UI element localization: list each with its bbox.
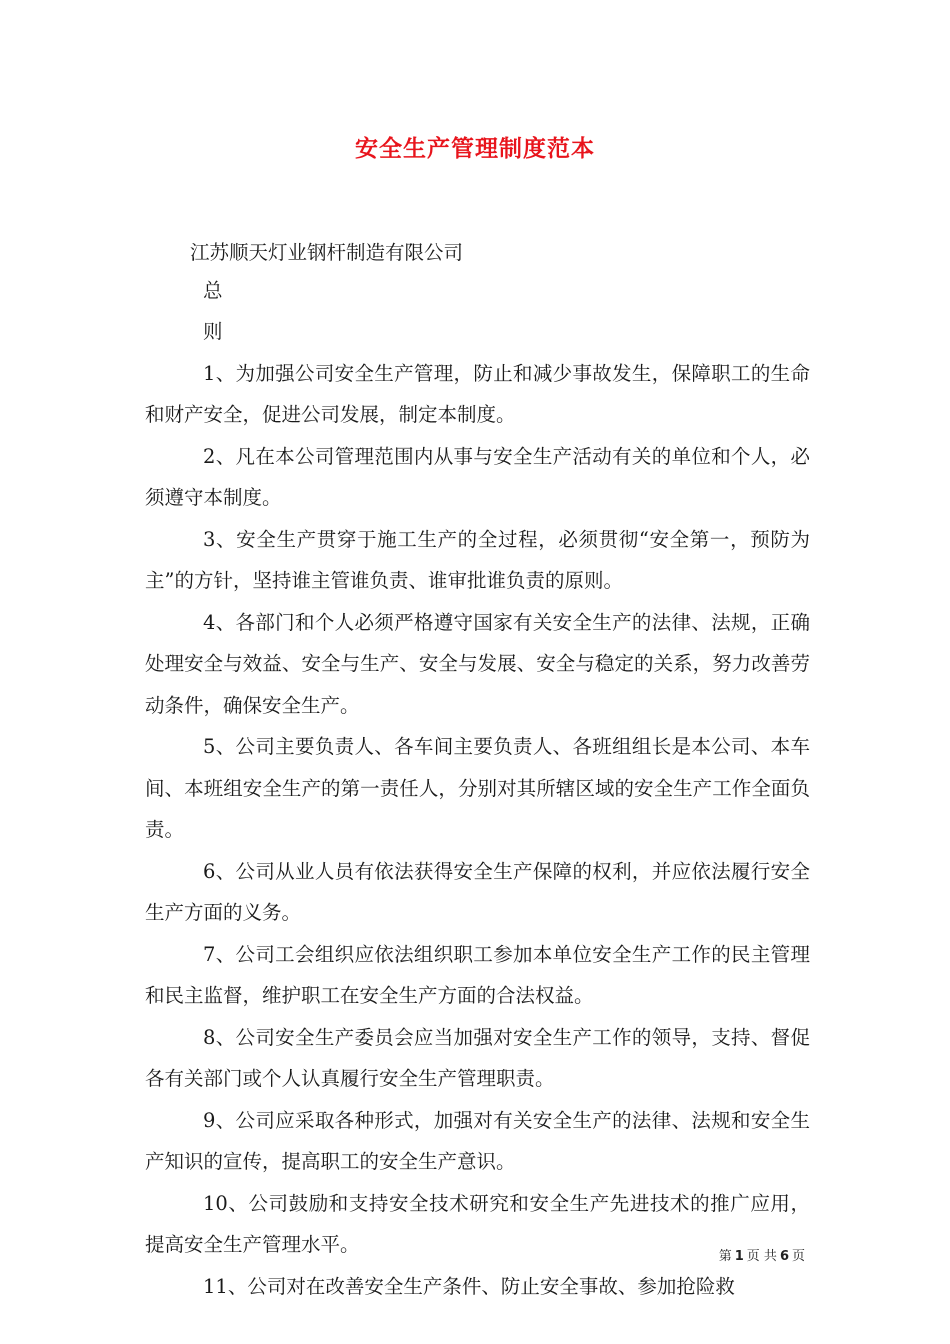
paragraph-8: 8、公司安全生产委员会应当加强对安全生产工作的领导，支持、督促各有关部门或个人认真履行安全生产管理职责。 [145, 1025, 810, 1090]
section-heading-char-2: 则 [203, 320, 223, 343]
page-prefix: 第 [718, 1249, 732, 1264]
paragraph-4: 4、各部门和个人必须严格遵守国家有关安全生产的法律、法规，正确处理安全与效益、安全与生产、安全与发展、安全与稳定的关系，努力改善劳动条件，确保安全生产。 [145, 610, 810, 717]
total-page-number: 6 [779, 1249, 789, 1264]
paragraph-11: 11、公司对在改善安全生产条件、防止安全事故、参加抢险救 [203, 1274, 735, 1298]
page-suffix: 页 [791, 1249, 805, 1264]
page-number-footer [719, 1245, 805, 1264]
document-title: 安全生产管理制度范本 [355, 135, 595, 162]
company-name: 江苏顺天灯业钢杆制造有限公司 [190, 241, 464, 264]
paragraph-5: 5、公司主要负责人、各车间主要负责人、各班组组长是本公司、本车间、本班组安全生产的第一责任人，分别对其所辖区域的安全生产工作全面负责。 [145, 735, 810, 841]
page-middle: 页 共 [746, 1249, 777, 1264]
document-body [145, 232, 810, 1307]
paragraph-2: 2、凡在本公司管理范围内从事与安全生产活动有关的单位和个人，必须遵守本制度。 [145, 444, 810, 509]
paragraph-6: 6、公司从业人员有依法获得安全生产保障的权利，并应依法履行安全生产方面的义务。 [145, 859, 810, 924]
paragraph-1: 1、为加强公司安全生产管理，防止和减少事故发生，保障职工的生命和财产安全，促进公司发展，制定本制度。 [145, 361, 810, 426]
paragraph-9: 9、公司应采取各种形式，加强对有关安全生产的法律、法规和安全生产知识的宣传，提高职工的安全生产意识。 [145, 1108, 810, 1173]
section-heading-char-1: 总 [203, 278, 223, 302]
paragraph-3: 3、安全生产贯穿于施工生产的全过程，必须贯彻“安全第一，预防为主”的方针，坚持谁主管谁负责、谁审批谁负责的原则。 [145, 527, 810, 592]
paragraph-10: 10、公司鼓励和支持安全技术研究和安全生产先进技术的推广应用，提高安全生产管理水平。 [145, 1191, 810, 1256]
current-page-number: 1 [734, 1249, 744, 1264]
paragraph-7: 7、公司工会组织应依法组织职工参加本单位安全生产工作的民主管理和民主监督，维护职工在安全生产方面的合法权益。 [145, 942, 810, 1007]
